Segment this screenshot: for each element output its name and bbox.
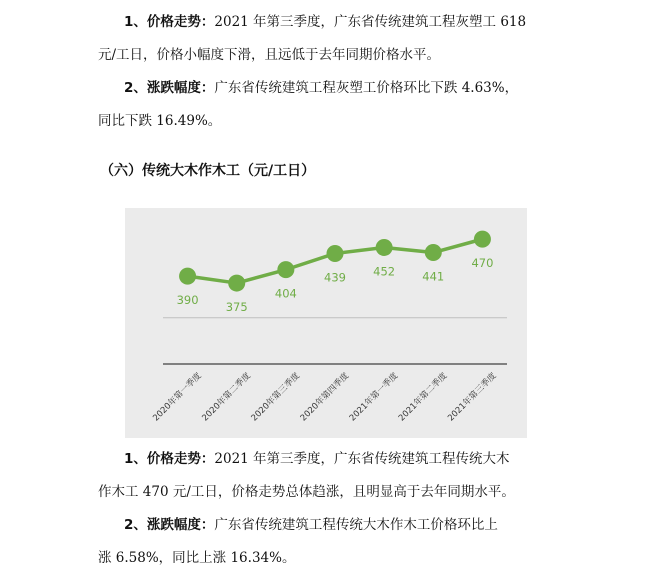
data-point (376, 239, 393, 256)
data-point (179, 268, 196, 285)
data-label: 441 (422, 269, 445, 284)
x-tick-label: 2020年第三季度 (249, 371, 302, 424)
data-point (228, 275, 245, 292)
data-label: 470 (471, 256, 494, 271)
data-point (277, 261, 294, 278)
paragraph-text: 涨 6.58%，同比上涨 16.34%。 (98, 550, 296, 566)
paragraph-text: 作木工 470 元/工日，价格走势总体趋涨，且明显高于去年同期水平。 (98, 484, 515, 500)
item-number: 2、 (124, 517, 147, 533)
item-label: 价格走势： (146, 14, 215, 30)
item-number: 1、 (124, 14, 147, 30)
item-label: 涨跌幅度： (146, 517, 215, 533)
section1-item2 (98, 72, 568, 138)
item-label: 价格走势： (146, 451, 215, 467)
data-label: 390 (176, 293, 199, 308)
x-tick-label: 2021年第二季度 (396, 371, 450, 424)
x-tick-label: 2020年第二季度 (200, 371, 253, 424)
data-label: 439 (324, 270, 346, 285)
x-tick-label: 2020年第一季度 (151, 371, 204, 424)
item-label: 涨跌幅度： (146, 80, 215, 96)
data-point (425, 244, 442, 261)
data-label: 375 (225, 300, 248, 315)
paragraph-text: 广东省传统建筑工程传统大木作木工价格环比上 (214, 517, 498, 533)
chart-svg (125, 208, 527, 438)
x-tick-label: 2020年第四季度 (298, 371, 352, 424)
paragraph-text: 同比下跌 16.49%。 (98, 113, 222, 129)
section1-item1 (98, 6, 568, 72)
data-point (327, 245, 344, 262)
paragraph-text: 2021 年第三季度，广东省传统建筑工程传统大木 (214, 451, 510, 467)
x-tick-label: 2021年第一季度 (347, 371, 401, 424)
x-tick-label: 2021年第三季度 (446, 371, 499, 424)
data-label: 404 (274, 286, 297, 301)
item-number: 2、 (124, 80, 147, 96)
section2-item1 (98, 443, 568, 509)
data-label: 452 (373, 264, 396, 279)
section2-item2 (98, 509, 568, 575)
item-number: 1、 (124, 451, 147, 467)
paragraph-text: 2021 年第三季度，广东省传统建筑工程灰塑工 618 (214, 14, 527, 30)
section-heading: （六）传统大木作木工（元/工日） (100, 163, 316, 179)
price-line-chart (125, 208, 527, 438)
data-point (474, 231, 491, 248)
paragraph-text: 广东省传统建筑工程灰塑工价格环比下跌 4.63%， (214, 80, 519, 96)
paragraph-text: 元/工日，价格小幅度下滑，且远低于去年同期价格水平。 (98, 47, 441, 63)
